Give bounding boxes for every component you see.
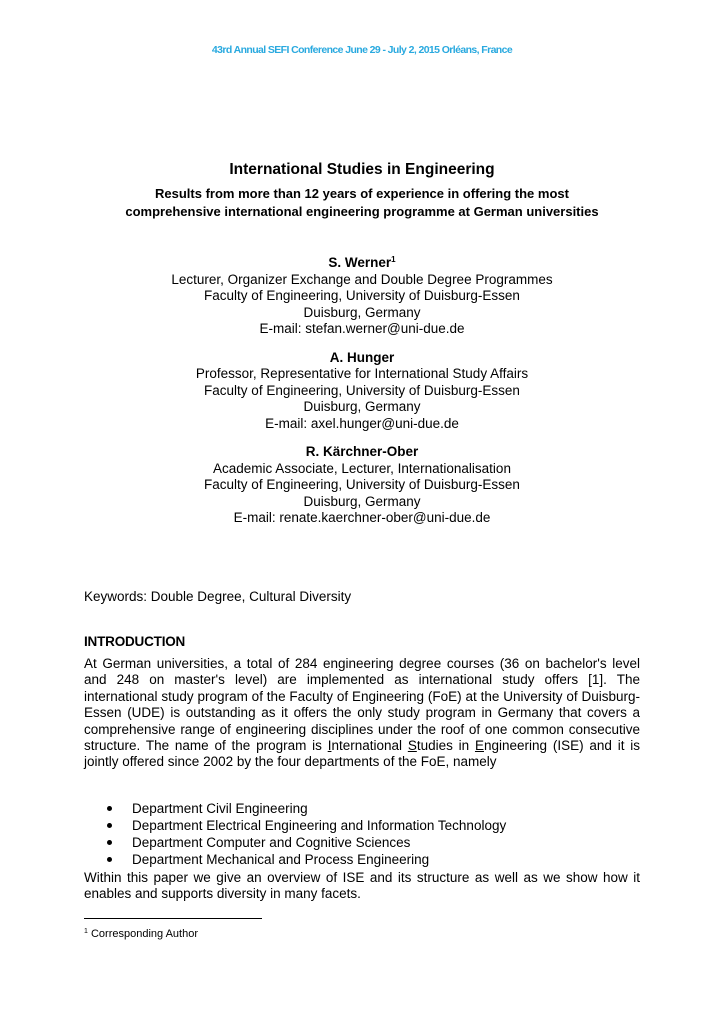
- author-location: Duisburg, Germany: [303, 304, 421, 320]
- footnote-text: Corresponding Author: [90, 928, 198, 940]
- bullet-icon: [107, 823, 112, 828]
- list-item-text: Department Electrical Engineering and Information Technology: [132, 818, 507, 833]
- author-list: [40, 255, 684, 539]
- author-role: Professor, Representative for International Study Affairs: [195, 366, 529, 381]
- footnote-mark: 1: [391, 255, 396, 264]
- author-email: E-mail: stefan.werner@uni-due.de: [259, 321, 465, 336]
- paragraph-text: ngineering (ISE) and it is jointly offered since 2002 by the four departments of the FoE, namely: [84, 738, 640, 770]
- author-block: [40, 255, 684, 338]
- paragraph-text: At German universities, a total of 284 engineering degree courses (36 on bachelor's level and 248 on master's level) are implemented as international study offers [1]. The international study program of the Faculty of Engineering (FoE) at the University of Duisburg-Essen (UDE) is outstanding as it offers the only study program in Germany that covers a comprehensive range of engineering disciplines under the roof of one common consecutive structure. The name of the program is: [84, 656, 640, 754]
- keywords: Keywords: Double Degree, Cultural Diversity: [84, 589, 352, 604]
- subtitle-line: comprehensive international engineering programme at German universities: [125, 204, 599, 219]
- list-item: [84, 851, 640, 868]
- footnote-divider: [84, 918, 262, 919]
- subtitle-line: Results from more than 12 years of experience in offering the most: [155, 186, 569, 201]
- paragraph-text: nternational: [331, 738, 408, 754]
- author-block: [40, 350, 684, 433]
- list-item: [84, 800, 640, 817]
- author-name: [40, 255, 684, 272]
- author-email: E-mail: renate.kaerchner-ober@uni-due.de: [233, 510, 491, 525]
- author-affiliation: Faculty of Engineering, University of Duisburg-Essen: [204, 288, 520, 303]
- closing-paragraph: Within this paper we give an overview of ISE and its structure as well as we show how it enables and supports diversity in many facets.: [84, 870, 640, 902]
- author-affiliation: Faculty of Engineering, University of Duisburg-Essen: [204, 477, 520, 492]
- underlined-initial: E: [474, 738, 484, 754]
- paper-subtitle: [40, 185, 684, 221]
- list-item: [84, 817, 640, 834]
- list-item: [84, 834, 640, 851]
- conference-header: 43rd Annual SEFI Conference June 29 - July 2, 2015 Orléans, France: [211, 44, 513, 56]
- bullet-icon: [107, 840, 112, 845]
- author-name: A. Hunger: [329, 349, 395, 365]
- author-name-text: S. Werner: [328, 255, 392, 270]
- footnote: [84, 927, 198, 941]
- author-location: Duisburg, Germany: [303, 399, 421, 414]
- footnote-mark: 1: [84, 928, 88, 935]
- author-name: R. Kärchner-Ober: [305, 444, 419, 459]
- section-heading: INTRODUCTION: [84, 634, 186, 649]
- bullet-icon: [107, 857, 112, 862]
- list-item-text: Department Computer and Cognitive Sciences: [132, 835, 411, 850]
- paper-title: International Studies in Engineering: [229, 161, 495, 178]
- author-location: Duisburg, Germany: [303, 493, 421, 509]
- underlined-initial: I: [327, 738, 332, 754]
- author-role: Lecturer, Organizer Exchange and Double Degree Programmes: [171, 271, 553, 287]
- underlined-initial: S: [407, 738, 417, 754]
- bullet-icon: [107, 806, 112, 811]
- list-item-text: Department Mechanical and Process Engineering: [132, 852, 430, 867]
- author-email: E-mail: axel.hunger@uni-due.de: [265, 415, 459, 431]
- author-affiliation: Faculty of Engineering, University of Duisburg-Essen: [204, 382, 520, 398]
- author-role: Academic Associate, Lecturer, Internationalisation: [213, 460, 511, 476]
- department-list: [84, 800, 640, 868]
- title-block: [40, 160, 684, 221]
- introduction-paragraph: [84, 656, 640, 771]
- paragraph-text: tudies in: [416, 738, 475, 754]
- list-item-text: Department Civil Engineering: [132, 801, 308, 816]
- author-block: [40, 444, 684, 527]
